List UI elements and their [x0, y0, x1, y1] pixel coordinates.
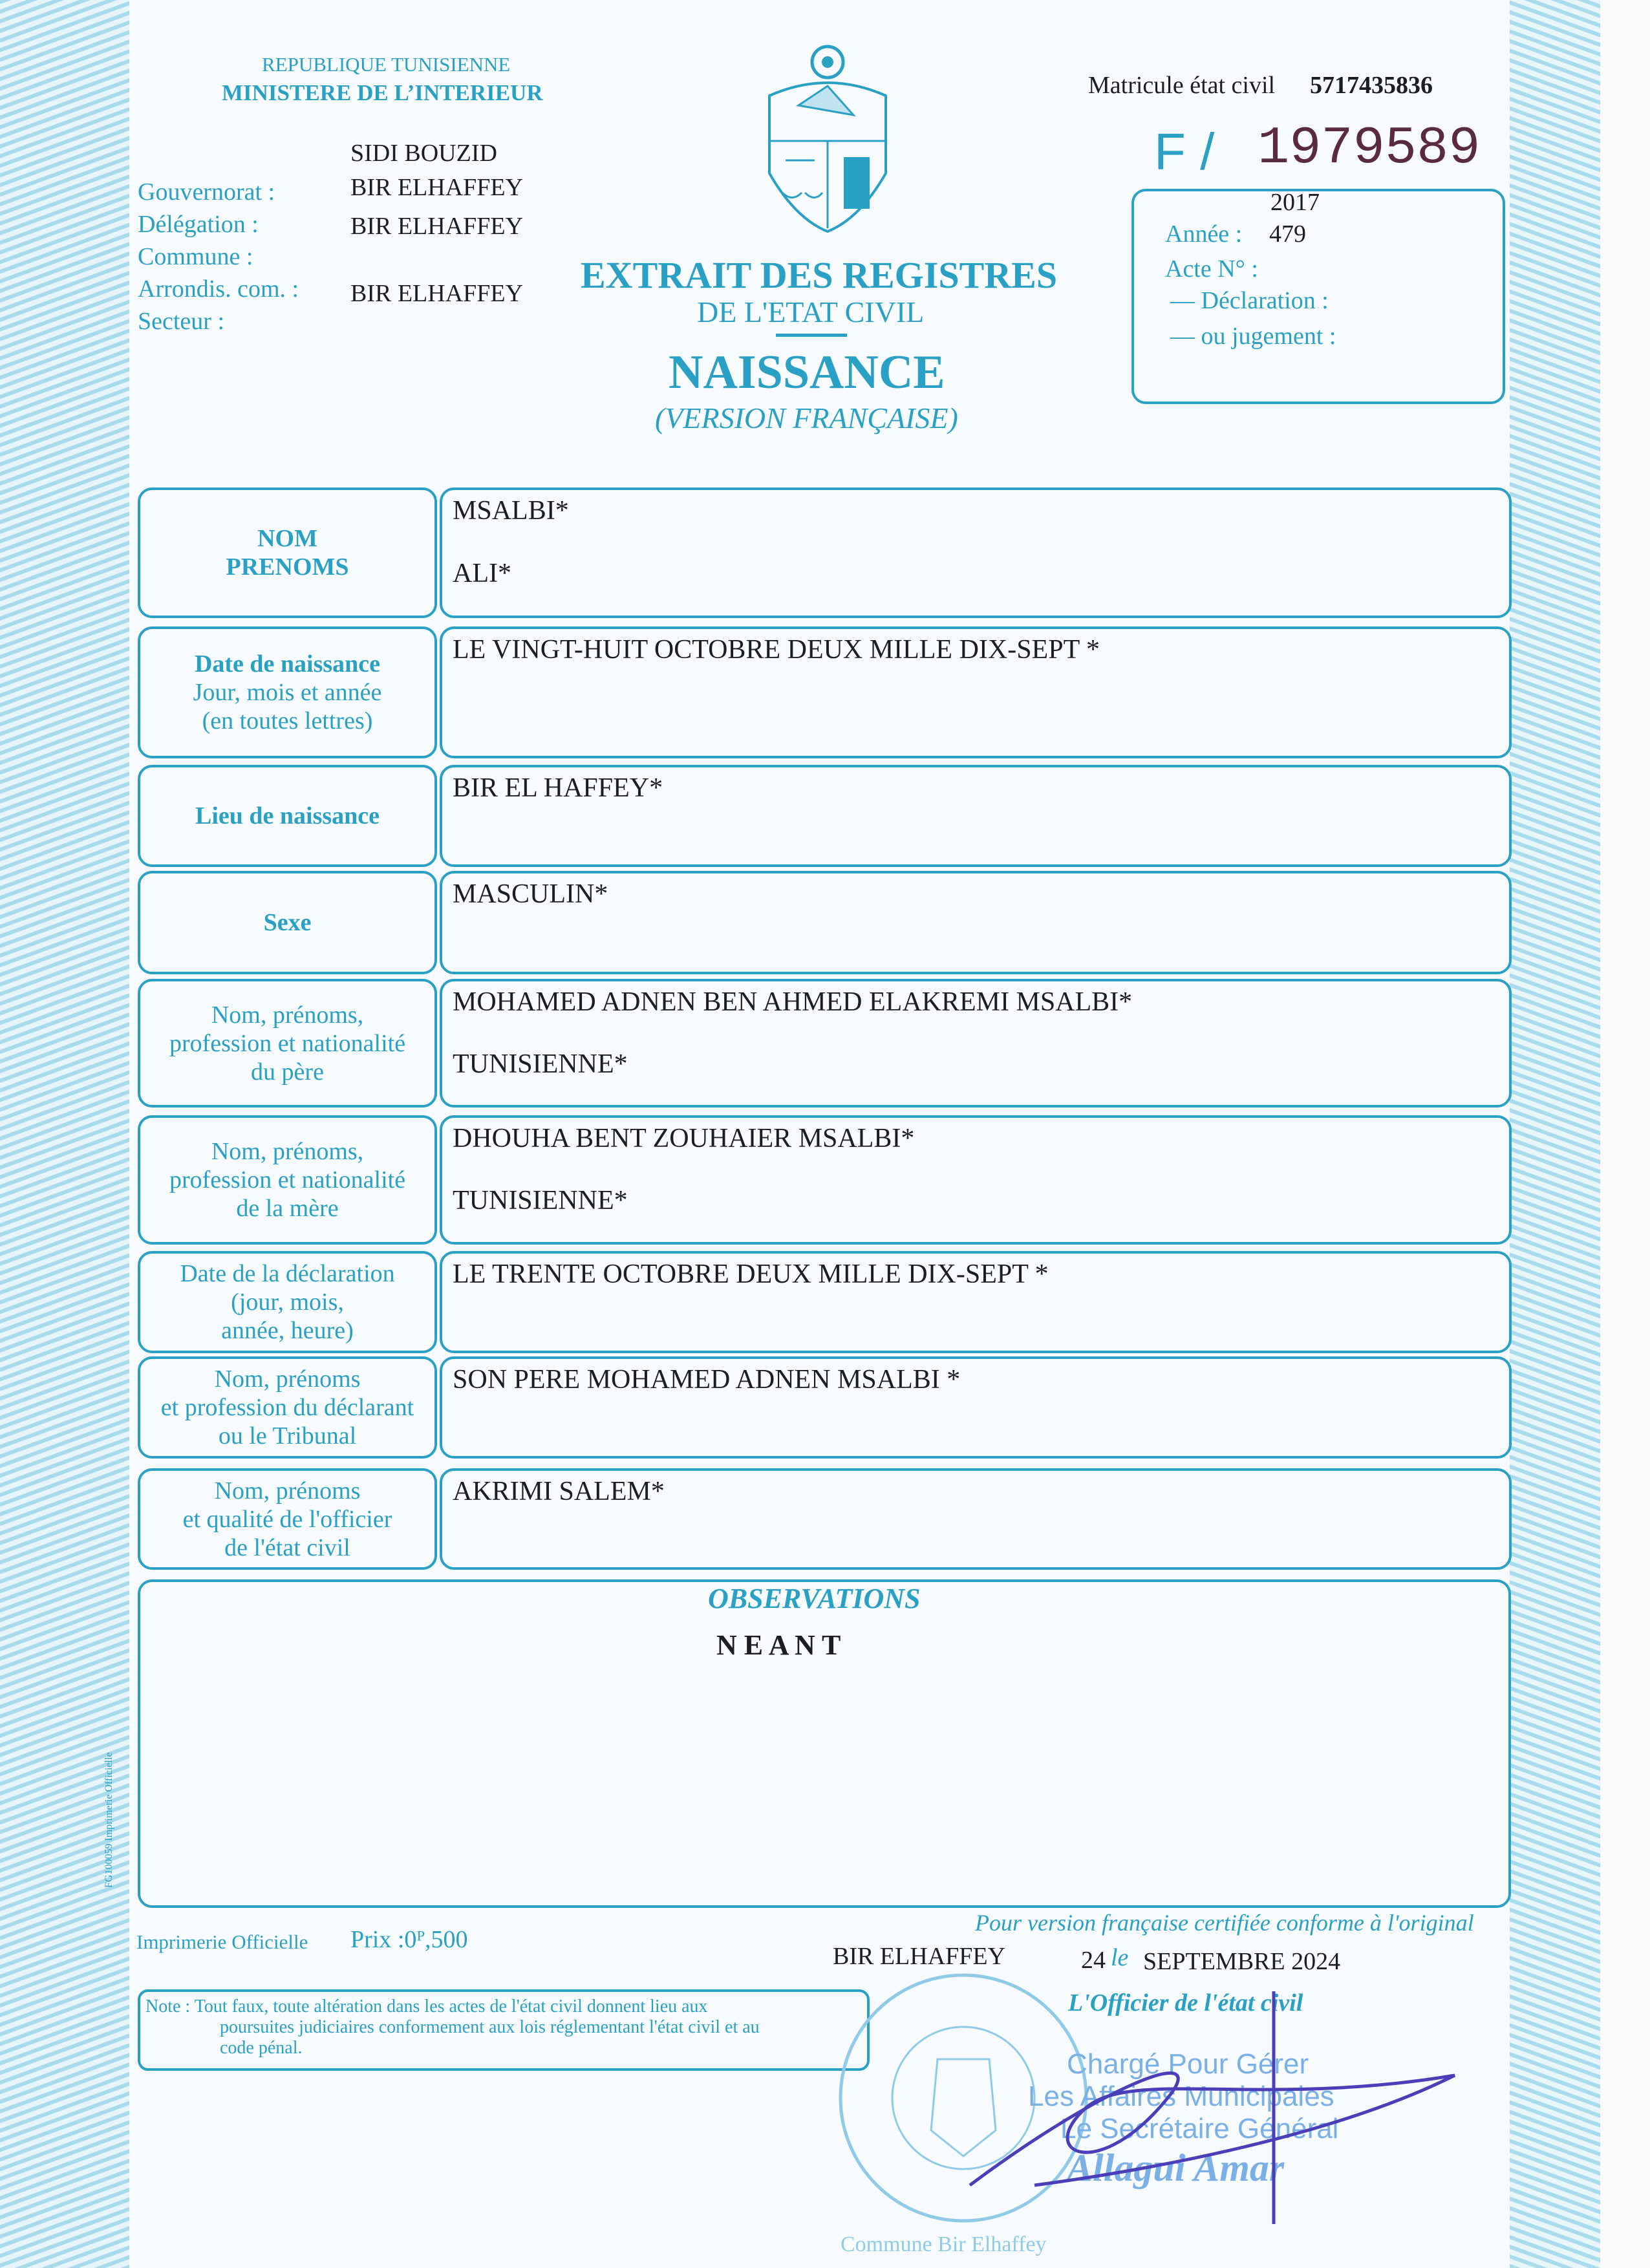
row-value-box: [440, 487, 1512, 618]
handwritten-signature: [938, 1991, 1487, 2224]
decorative-border-right: [1510, 0, 1600, 2268]
admin-labels: [138, 176, 299, 337]
declaration-label: — Déclaration :: [1170, 287, 1329, 314]
row-label-line: année, heure): [221, 1317, 354, 1344]
row-label-line: Lieu de naissance: [195, 802, 380, 829]
note: [145, 1996, 760, 2059]
row-label: [138, 1356, 437, 1459]
row-label-line: profession et nationalité: [169, 1166, 406, 1193]
row-value: MASCULIN*: [453, 879, 608, 909]
label-commune: Commune :: [138, 243, 253, 270]
commune-value: BIR ELHAFFEY: [350, 213, 524, 240]
gouvernorat-value: SIDI BOUZID: [350, 140, 497, 167]
row-value: ALI*: [453, 559, 511, 588]
title-line1: EXTRAIT DES REGISTRES: [581, 254, 1058, 296]
certified-text: Pour version française certifiée conforme à l'original: [975, 1910, 1474, 1936]
row-label-line: (en toutes lettres): [202, 707, 373, 734]
label-arrondis: Arrondis. com. :: [138, 275, 299, 303]
row-label-line: Nom, prénoms,: [211, 1001, 364, 1029]
side-print-code: FG100059 Imprimerie Officielle: [103, 1752, 114, 1888]
serial-number: 1979589: [1258, 118, 1481, 178]
matricule-label: Matricule état civil: [1088, 72, 1276, 99]
republic-label: REPUBLIQUE TUNISIENNE: [262, 53, 511, 76]
stamp-line: Les Affaires Municipales: [1028, 2081, 1334, 2112]
decorative-border-left: [0, 0, 129, 2268]
note-line: poursuites judiciaires conformement aux lois réglementant l'état civil et au: [220, 2017, 760, 2037]
row-value: BIR EL HAFFEY*: [453, 773, 663, 803]
row-label-line: PRENOMS: [226, 553, 349, 581]
row-value: TUNISIENNE*: [453, 1186, 628, 1215]
row-value: AKRIMI SALEM*: [453, 1477, 665, 1506]
annee-label: Année :: [1165, 220, 1243, 248]
acte-value: 479: [1269, 220, 1306, 248]
label-secteur: Secteur :: [138, 308, 225, 335]
row-value: LE VINGT-HUIT OCTOBRE DEUX MILLE DIX-SEPT *: [453, 635, 1100, 665]
row-label: [138, 765, 437, 867]
row-label-line: et qualité de l'officier: [182, 1505, 392, 1533]
acte-label: Acte N° :: [1165, 255, 1258, 283]
row-label: [138, 1468, 437, 1570]
row-label: [138, 1251, 437, 1353]
date-month-year: SEPTEMBRE 2024: [1143, 1948, 1341, 1975]
serial-prefix: F /: [1154, 123, 1215, 180]
annee-value: 2017: [1270, 189, 1320, 216]
title-line2: DE L'ETAT CIVIL: [697, 295, 925, 328]
stamp-line: Le Secrétaire Général: [1060, 2113, 1339, 2145]
title-main: NAISSANCE: [669, 346, 945, 399]
row-label-line: Jour, mois et année: [193, 679, 382, 706]
row-label-line: Nom, prénoms: [214, 1477, 361, 1504]
row-label-line: et profession du déclarant: [160, 1394, 414, 1421]
row-label-line: de l'état civil: [224, 1534, 350, 1561]
label-delegation: Délégation :: [138, 211, 259, 238]
row-value: TUNISIENNE*: [453, 1049, 628, 1079]
title-version: (VERSION FRANÇAISE): [655, 401, 958, 434]
imprimerie-label: Imprimerie Officielle: [136, 1931, 308, 1953]
row-label: [138, 1115, 437, 1245]
row-label-line: NOM: [257, 525, 317, 552]
row-label-line: profession et nationalité: [169, 1029, 406, 1057]
delegation-value: BIR ELHAFFEY: [350, 174, 524, 201]
row-label: [138, 487, 437, 618]
note-line: Tout faux, toute altération dans les actes de l'état civil donnent lieu aux: [194, 1996, 708, 2017]
row-label-line: (jour, mois,: [231, 1289, 344, 1316]
seal-text: Commune Bir Elhaffey: [841, 2232, 1047, 2256]
row-value: SON PERE MOHAMED ADNEN MSALBI *: [453, 1365, 961, 1395]
coat-of-arms-emblem: [763, 44, 892, 238]
row-value: LE TRENTE OCTOBRE DEUX MILLE DIX-SEPT *: [453, 1259, 1049, 1289]
label-gouvernorat: Gouvernorat :: [138, 178, 275, 206]
row-label: [138, 979, 437, 1107]
officer-title: L'Officier de l'état civil: [1068, 1989, 1303, 2017]
row-label: [138, 871, 437, 974]
row-label-line: de la mère: [236, 1195, 339, 1222]
row-label-line: Date de la déclaration: [180, 1260, 395, 1287]
row-label-line: ou le Tribunal: [218, 1422, 357, 1450]
ministry-label: MINISTERE DE L’INTERIEUR: [222, 80, 543, 105]
page-edge: [1600, 0, 1650, 2268]
title-divider: [776, 334, 847, 337]
arrondis-value: BIR ELHAFFEY: [350, 280, 524, 307]
row-label-line: Date de naissance: [194, 650, 381, 678]
row-label-line: Nom, prénoms,: [211, 1138, 364, 1165]
row-label-line: Sexe: [263, 909, 312, 936]
note-line: code pénal.: [220, 2038, 303, 2058]
observations-label: OBSERVATIONS: [708, 1583, 921, 1614]
date-le: le: [1111, 1944, 1129, 1971]
note-label: Note :: [145, 1996, 191, 2017]
stamp-line: Chargé Pour Gérer: [1067, 2048, 1309, 2080]
place-text: BIR ELHAFFEY: [833, 1943, 1006, 1970]
row-label: [138, 626, 437, 758]
stamp-name: Allagui Amar: [1067, 2146, 1285, 2189]
prix-label: Prix :0ᴾ,500: [350, 1926, 468, 1953]
row-label-line: Nom, prénoms: [214, 1365, 361, 1393]
row-value: MSALBI*: [453, 496, 569, 526]
row-label-line: du père: [251, 1058, 324, 1086]
row-value: MOHAMED ADNEN BEN AHMED ELAKREMI MSALBI*: [453, 987, 1133, 1017]
date-day: 24: [1081, 1947, 1106, 1974]
observations-value: N E A N T: [716, 1629, 841, 1661]
matricule-value: 5717435836: [1310, 72, 1433, 99]
jugement-label: — ou jugement :: [1170, 323, 1336, 350]
row-value: DHOUHA BENT ZOUHAIER MSALBI*: [453, 1124, 915, 1153]
